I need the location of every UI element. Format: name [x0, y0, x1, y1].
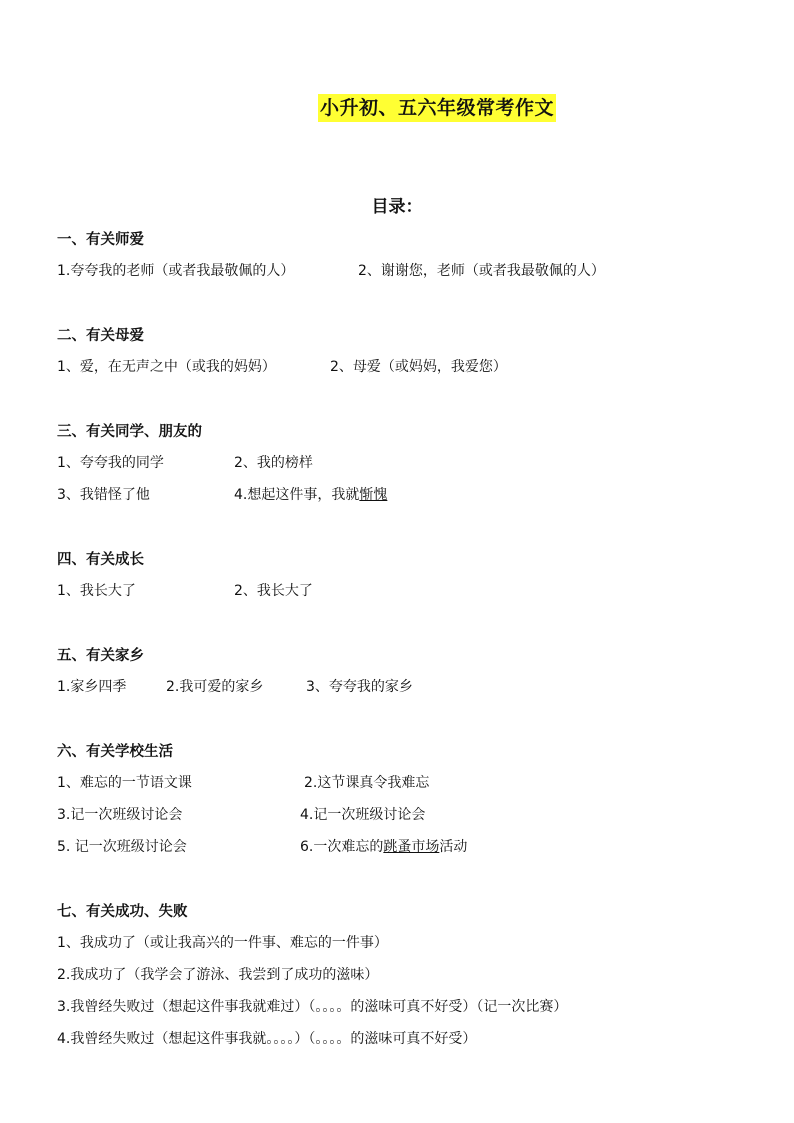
toc-item[interactable]: 1.夸夸我的老师（或者我最敬佩的人） [57, 263, 295, 279]
toc-item[interactable]: 2.这节课真令我难忘 [304, 775, 430, 791]
toc-item[interactable]: 2.我可爱的家乡 [166, 679, 264, 695]
toc-item[interactable]: 1、难忘的一节语文课 [57, 775, 192, 791]
toc-item[interactable]: 5. 记一次班级讨论会 [57, 839, 187, 855]
toc-item[interactable]: 1、我长大了 [57, 583, 136, 599]
toc-item[interactable]: 3.记一次班级讨论会 [57, 807, 183, 823]
underlined-word: 惭愧 [359, 487, 388, 503]
toc-item[interactable]: 2.我成功了（我学会了游泳、我尝到了成功的滋味） [57, 967, 379, 983]
toc-item[interactable]: 1.家乡四季 [57, 679, 127, 695]
section-title-success-failure: 七、有关成功、失败 [57, 904, 188, 920]
toc-item[interactable]: 2、母爱（或妈妈，我爱您） [330, 359, 507, 375]
toc-item[interactable] [234, 485, 387, 505]
section-title-mother-love: 二、有关母爱 [57, 328, 144, 344]
toc-item-text: 活动 [439, 839, 468, 855]
section-title-classmates-friends: 三、有关同学、朋友的 [57, 424, 202, 440]
section-title-teacher-love: 一、有关师爱 [57, 232, 144, 248]
section-title-hometown: 五、有关家乡 [57, 648, 144, 664]
section-title-school-life: 六、有关学校生活 [57, 744, 173, 760]
section-title-growth: 四、有关成长 [57, 552, 144, 568]
toc-item[interactable]: 1、我成功了（或让我高兴的一件事、难忘的一件事） [57, 935, 388, 951]
toc-item[interactable]: 2、我长大了 [234, 583, 313, 599]
toc-item[interactable]: 1、夸夸我的同学 [57, 455, 164, 471]
toc-item[interactable]: 1、爱，在无声之中（或我的妈妈） [57, 359, 276, 375]
toc-item[interactable]: 4.记一次班级讨论会 [300, 807, 426, 823]
toc-item[interactable] [300, 837, 467, 857]
toc-item-text: 4.想起这件事，我就 [234, 487, 360, 503]
document-title: 小升初、五六年级常考作文 [318, 94, 556, 122]
toc-item[interactable]: 3.我曾经失败过（想起这件事我就难过）（。。。。的滋味可真不好受）（记一次比赛） [57, 999, 568, 1015]
toc-item[interactable]: 4.我曾经失败过（想起这件事我就。。。。）（。。。。的滋味可真不好受） [57, 1031, 477, 1047]
toc-item[interactable]: 2、我的榜样 [234, 455, 313, 471]
underlined-word: 跳蚤市场 [383, 839, 440, 855]
toc-item[interactable]: 2、谢谢您，老师（或者我最敬佩的人） [358, 263, 605, 279]
toc-item[interactable]: 3、我错怪了他 [57, 487, 150, 503]
toc-heading: 目录： [371, 197, 423, 217]
toc-item-text: 6.一次难忘的 [300, 839, 384, 855]
toc-item[interactable]: 3、夸夸我的家乡 [306, 679, 413, 695]
